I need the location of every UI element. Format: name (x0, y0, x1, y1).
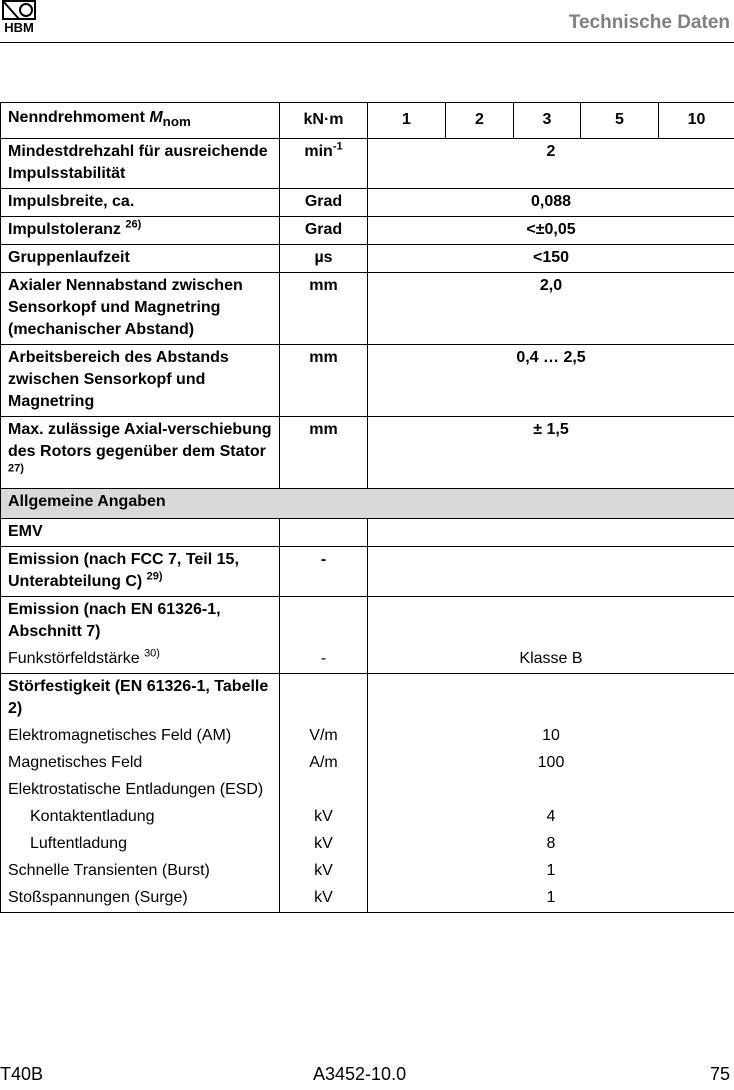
table-row (1, 417, 734, 489)
torque-unit: kN·m (280, 103, 368, 139)
axial-shift-unit: mm (280, 417, 368, 489)
axial-distance-unit: mm (280, 273, 368, 345)
section-title: Allgemeine Angaben (1, 489, 734, 519)
axial-distance-value: 2,0 (368, 273, 734, 345)
field-strength-label: Funkstörfeldstärke $^{30)}$ (1, 646, 280, 674)
axial-shift-value: ± 1,5 (368, 417, 734, 489)
esd-label: Elektrostatische Entladungen (ESD) (1, 777, 280, 804)
section-row (1, 489, 734, 519)
working-range-unit: mm (280, 345, 368, 417)
burst-label: Schnelle Transienten (Burst) (1, 858, 280, 885)
page-title: Technische Daten (568, 12, 730, 33)
em-field-value: 10 (368, 723, 734, 750)
hbm-logo (0, 0, 40, 36)
pulse-tolerance-label: Impulstoleranz $^{26)}$ (1, 217, 280, 245)
pulse-width-unit: Grad (280, 189, 368, 217)
torque-value-3: 3 (514, 103, 581, 139)
immunity-label: Störfestigkeit (EN 61326-1, Tabelle 2) (1, 674, 280, 724)
min-speed-value: 2 (368, 139, 734, 189)
magnetic-field-value: 100 (368, 750, 734, 777)
emission-en-label: Emission (nach EN 61326-1, Abschnitt 7) (1, 597, 280, 647)
axial-shift-label: Max. zulässige Axial-verschiebung des Rotors gegenüber dem Stator $^{27)}$ (1, 417, 280, 489)
em-field-unit: V/m (280, 723, 368, 750)
contact-discharge-unit: kV (280, 804, 368, 831)
torque-symbol-sub: nom (162, 114, 191, 130)
footer-product: T40B (0, 1064, 44, 1084)
field-strength-unit: - (280, 646, 368, 674)
hbm-logo-mark (0, 0, 40, 36)
table-row (1, 831, 734, 858)
surge-value: 1 (368, 885, 734, 913)
table-row (1, 885, 734, 913)
burst-unit: kV (280, 858, 368, 885)
magnetic-field-label: Magnetisches Feld (1, 750, 280, 777)
emv-label: EMV (1, 519, 280, 547)
nominal-torque-label: Nenndrehmoment $M_{nom}$ (1, 103, 280, 139)
pulse-width-value: 0,088 (368, 189, 734, 217)
table-row (1, 777, 734, 804)
air-discharge-value: 8 (368, 831, 734, 858)
table-header-row (1, 103, 734, 139)
table-row (1, 345, 734, 417)
contact-discharge-value: 4 (368, 804, 734, 831)
surge-unit: kV (280, 885, 368, 913)
working-range-label: Arbeitsbereich des Abstands zwischen Sensorkopf und Magnetring (1, 345, 280, 417)
axial-distance-label: Axialer Nennabstand zwischen Sensorkopf und Magnetring (mechanischer Abstand) (1, 273, 280, 345)
contact-discharge-label: Kontaktentladung (1, 804, 280, 831)
torque-value-1: 1 (368, 103, 446, 139)
table-row (1, 858, 734, 885)
table-row (1, 189, 734, 217)
header-divider (0, 42, 734, 43)
air-discharge-label: Luftentladung (1, 831, 280, 858)
min-speed-label: Mindestdrehzahl für ausreichende Impulsstabilität (1, 139, 280, 189)
emission-fcc-label: Emission (nach FCC 7, Teil 15, Unterabteilung C) $^{29)}$ (1, 547, 280, 597)
working-range-value: 0,4 … 2,5 (368, 345, 734, 417)
torque-value-10: 10 (659, 103, 734, 139)
magnetic-field-unit: A/m (280, 750, 368, 777)
spec-table (0, 102, 734, 913)
footnote-ref: 26) (125, 218, 142, 231)
pulse-tolerance-unit: Grad (280, 217, 368, 245)
air-discharge-unit: kV (280, 831, 368, 858)
footnote-ref: 29) (146, 570, 163, 583)
table-row (1, 750, 734, 777)
table-row (1, 139, 734, 189)
page-number: 75 (709, 1064, 730, 1084)
group-delay-label: Gruppenlaufzeit (1, 245, 280, 273)
torque-symbol: M (149, 108, 163, 126)
footnote-ref: 30) (144, 647, 160, 660)
table-row (1, 245, 734, 273)
table-row (1, 273, 734, 345)
footer-doc-number: A3452-10.0 (313, 1064, 407, 1084)
min-speed-unit: $\min^{-1}$ (280, 139, 368, 189)
table-row (1, 547, 734, 597)
burst-value: 1 (368, 858, 734, 885)
table-row (1, 723, 734, 750)
footnote-ref: 27) (8, 462, 24, 475)
field-strength-value: Klasse B (368, 646, 734, 674)
torque-value-2: 2 (446, 103, 514, 139)
table-row (1, 646, 734, 674)
group-delay-value: <150 (368, 245, 734, 273)
table-row (1, 674, 734, 724)
torque-value-5: 5 (581, 103, 659, 139)
table-row (1, 519, 734, 547)
emission-fcc-unit: - (280, 547, 368, 597)
table-row (1, 597, 734, 647)
group-delay-unit: µs (280, 245, 368, 273)
pulse-width-label: Impulsbreite, ca. (1, 189, 280, 217)
em-field-label: Elektromagnetisches Feld (AM) (1, 723, 280, 750)
pulse-tolerance-value: <±0,05 (368, 217, 734, 245)
table-row (1, 804, 734, 831)
logo-text: HBM (4, 20, 34, 35)
surge-label: Stoßspannungen (Surge) (1, 885, 280, 913)
table-row (1, 217, 734, 245)
